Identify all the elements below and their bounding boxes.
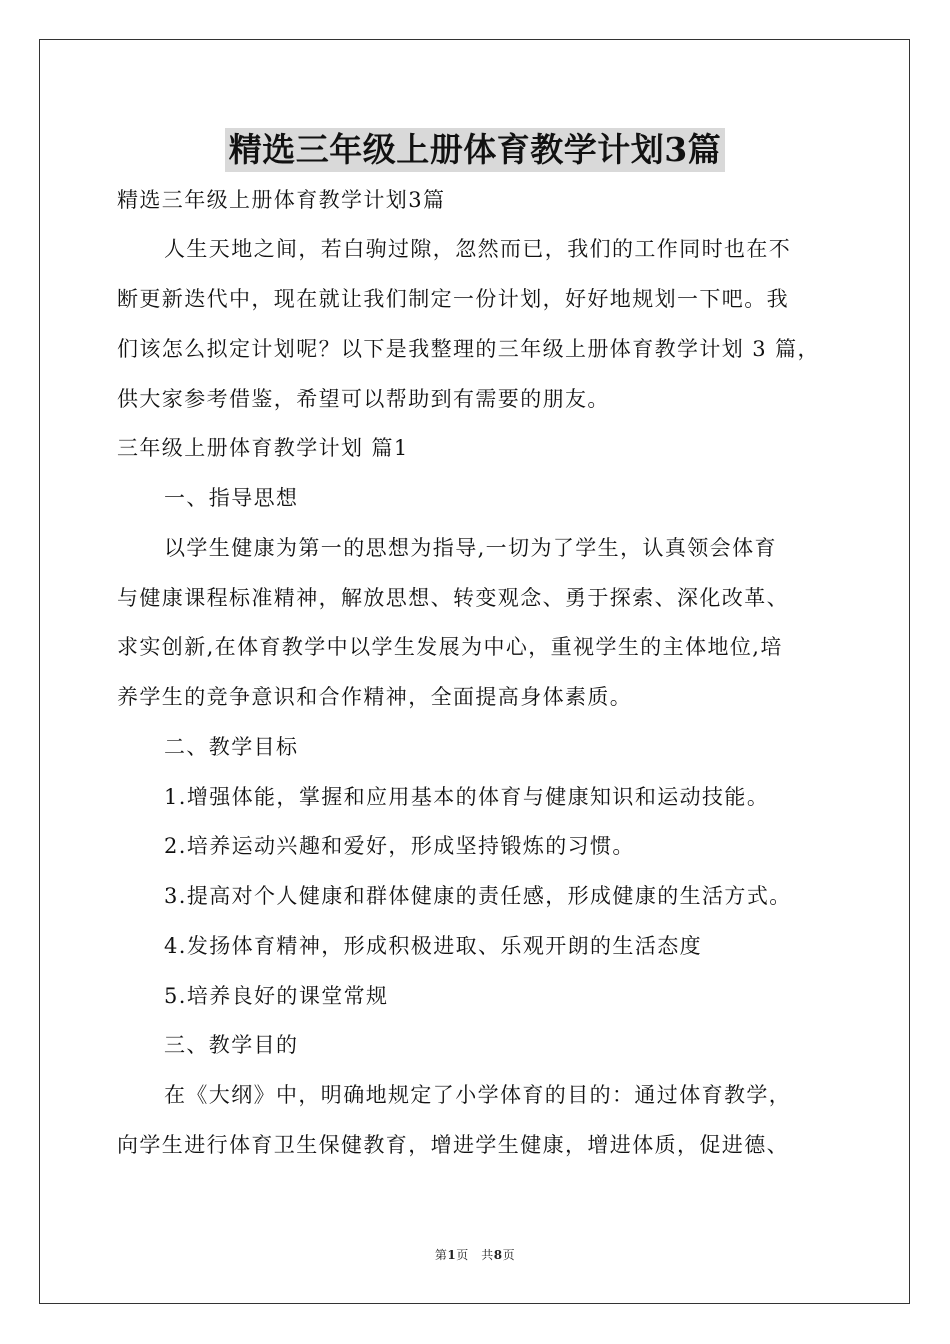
subheading-teaching-purpose: 三、教学目的 (164, 1033, 299, 1057)
footer-page-mid: 页 共 (456, 1248, 494, 1262)
section-heading-1: 三年级上册体育教学计划 篇1 (117, 436, 409, 460)
title-container (0, 128, 950, 172)
intro-line-1: 人生天地之间，若白驹过隙，忽然而已，我们的工作同时也在不 (164, 237, 792, 261)
subheading-teaching-goals: 二、教学目标 (164, 735, 299, 759)
footer-page-suffix: 页 (502, 1248, 516, 1262)
subheading-guiding-thought: 一、指导思想 (164, 486, 299, 510)
goal-item-4: 4.发扬体育精神，形成积极进取、乐观开朗的生活态度 (164, 934, 703, 958)
goal-item-5: 5.培养良好的课堂常规 (164, 984, 389, 1008)
footer-page-current: 1 (447, 1248, 457, 1262)
page-border (39, 39, 910, 1304)
paragraph-line: 在《大纲》中，明确地规定了小学体育的目的：通过体育教学， (164, 1083, 792, 1107)
document-title: 精选三年级上册体育教学计划3篇 (225, 128, 725, 172)
page-footer (0, 1246, 950, 1263)
intro-line-4: 供大家参考借鉴，希望可以帮助到有需要的朋友。 (117, 387, 610, 411)
goal-item-1: 1.增强体能，掌握和应用基本的体育与健康知识和运动技能。 (164, 785, 770, 809)
intro-line-3: 们该怎么拟定计划呢？以下是我整理的三年级上册体育教学计划 3 篇， (117, 337, 820, 361)
paragraph-line: 向学生进行体育卫生保健教育，增进学生健康，增进体质，促进德、 (117, 1133, 789, 1157)
paragraph-line: 与健康课程标准精神，解放思想、转变观念、勇于探索、深化改革、 (117, 586, 789, 610)
paragraph-line: 以学生健康为第一的思想为指导,一切为了学生，认真领会体育 (164, 536, 777, 560)
goal-item-3: 3.提高对个人健康和群体健康的责任感，形成健康的生活方式。 (164, 884, 792, 908)
footer-page-prefix: 第 (434, 1248, 448, 1262)
goal-item-2: 2.培养运动兴趣和爱好，形成坚持锻炼的习惯。 (164, 834, 635, 858)
paragraph-line: 求实创新,在体育教学中以学生发展为中心，重视学生的主体地位,培 (117, 635, 783, 659)
footer-page-total: 8 (493, 1248, 503, 1262)
paragraph-line: 养学生的竞争意识和合作精神，全面提高身体素质。 (117, 685, 633, 709)
intro-line-2: 断更新迭代中，现在就让我们制定一份计划，好好地规划一下吧。我 (117, 287, 789, 311)
subtitle-line: 精选三年级上册体育教学计划3篇 (117, 188, 446, 212)
